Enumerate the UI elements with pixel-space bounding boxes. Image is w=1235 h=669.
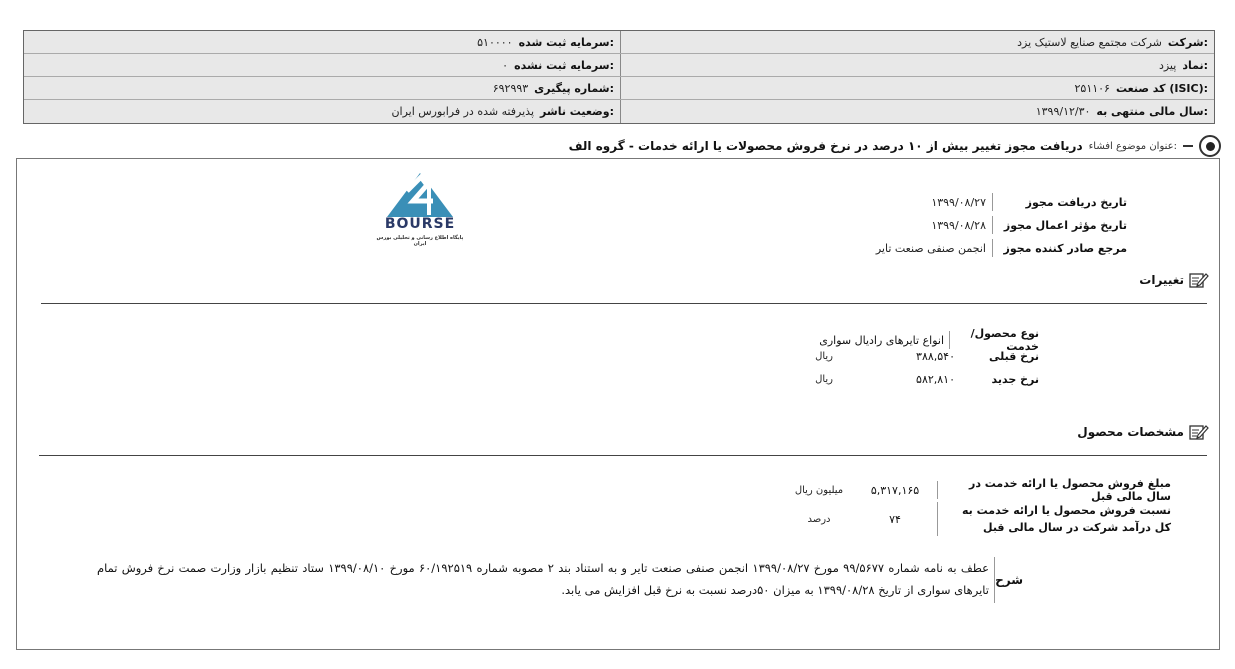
new-rate-value: ۵۸۲,۸۱۰ <box>916 373 955 386</box>
permit-issuer-value: انجمن صنفی صنعت تایر <box>875 241 986 255</box>
publisher-status-value: پذیرفته شده در فرابورس ایران <box>391 105 535 118</box>
permit-received-row <box>931 191 1127 213</box>
company-value: شرکت مجتمع صنایع لاستیک یزد <box>1017 35 1162 49</box>
new-rate-row <box>815 373 1039 386</box>
new-rate-label: نرخ جدید <box>991 373 1039 386</box>
unregistered-capital-label: سرمایه ثبت نشده: <box>514 58 614 72</box>
permit-effective-value: ۱۳۹۹/۰۸/۲۸ <box>931 218 986 232</box>
permit-issuer-label: مرجع صادر کننده مجوز <box>1003 241 1127 255</box>
title-prefix: عنوان موضوع افشاء: <box>1088 140 1177 152</box>
permit-effective-label: تاریخ مؤثر اعمال مجوز <box>1003 218 1127 232</box>
previous-rate-value: ۳۸۸,۵۴۰ <box>916 350 955 363</box>
product-type-value: انواع تایرهای رادیال سواری <box>819 333 944 347</box>
edit-icon <box>1189 423 1209 441</box>
previous-rate-row <box>815 350 1039 363</box>
changes-heading-text: تغییرات <box>1139 273 1184 287</box>
disclosure-content-frame <box>16 158 1220 650</box>
company-info-table <box>23 30 1215 124</box>
permit-received-label: تاریخ دریافت مجوز <box>1025 195 1127 209</box>
new-rate-unit: ریال <box>815 374 833 385</box>
product-spec-heading <box>1077 423 1209 441</box>
isic-label: کد صنعت (ISIC): <box>1115 81 1208 95</box>
sales-ratio-value: ۷۴ <box>889 512 901 526</box>
target-icon <box>1199 135 1221 157</box>
edit-icon <box>1189 271 1209 289</box>
sales-ratio-unit: درصد <box>807 513 831 525</box>
company-label: شرکت: <box>1167 35 1208 49</box>
prior-sales-value: ۵,۳۱۷,۱۶۵ <box>870 483 920 497</box>
symbol-label: نماد: <box>1182 58 1208 72</box>
isic-value: ۲۵۱۱۰۶ <box>1074 81 1110 95</box>
registered-capital-label: سرمایه ثبت شده: <box>518 35 614 49</box>
fiscal-year-label: سال مالی منتهی به: <box>1096 105 1208 118</box>
previous-rate-unit: ریال <box>815 351 833 362</box>
info-row-isic <box>24 77 1214 100</box>
changes-divider <box>41 303 1207 304</box>
bourse-logo <box>370 169 470 251</box>
logo-wordmark: BOURSE <box>384 216 456 232</box>
product-spec-divider <box>39 455 1207 456</box>
permit-received-value: ۱۳۹۹/۰۸/۲۷ <box>931 195 986 209</box>
publisher-status-label: وضعیت ناشر: <box>540 105 614 118</box>
disclosure-title-bar <box>569 134 1221 158</box>
registered-capital-value: ۵۱۰۰۰۰ <box>477 35 513 49</box>
logo-triangle-icon <box>385 171 455 219</box>
prior-sales-label: مبلغ فروش محصول یا ارائه خدمت در سال مالی قبل <box>968 477 1171 503</box>
info-row-symbol <box>24 54 1214 77</box>
description-label: شرح <box>995 573 1023 587</box>
fiscal-year-value: ۱۳۹۹/۱۲/۳۰ <box>1035 105 1091 118</box>
changes-heading <box>1139 271 1209 289</box>
info-row-company <box>24 31 1214 54</box>
tracking-number-value: ۶۹۲۹۹۳ <box>492 81 529 95</box>
previous-rate-label: نرخ قبلی <box>988 350 1039 363</box>
sales-ratio-row <box>780 501 1171 537</box>
product-type-label: نوع محصول/خدمت <box>970 327 1039 353</box>
prior-sales-unit: میلیون ریال <box>794 484 844 496</box>
disclosure-title: دریافت مجوز تغییر بیش از ۱۰ درصد در نرخ فروش محصولات یا ارائه خدمات - گروه الف <box>568 139 1083 153</box>
description-text: عطف به نامه شماره ۹۹/۵۶۷۷ مورخ ۱۳۹۹/۰۸/۲۷ انجمن صنفی صنعت تایر و به استناد بند ۲ مصوبه شماره ۶۰/۱۹۲۵۱۹ مورخ ۱۳۹۹/۰۸/۱۰ ستاد تنظیم بازار وزارت صمت نرخ فروش تمام تایرهای سواری از تاریخ ۱۳۹۹/۰۸/۲۸ به میزان ۵۰درصد نسبت به نرخ قبل افزایش می یابد. <box>97 561 990 597</box>
logo-subtitle: پایگاه اطلاع رسانی و تحلیلی بورس ایران <box>376 235 464 247</box>
permit-issuer-row <box>876 237 1127 259</box>
permit-effective-row <box>931 214 1127 236</box>
symbol-value: پیزد <box>1158 58 1177 72</box>
product-spec-heading-text: مشخصات محصول <box>1077 425 1184 439</box>
prior-sales-row <box>780 477 1171 503</box>
tracking-number-label: شماره پیگیری: <box>534 81 614 95</box>
sales-ratio-label: نسبت فروش محصول یا ارائه خدمت به کل درآمد شرکت در سال مالی قبل <box>962 504 1171 534</box>
info-row-fiscal-year <box>24 100 1214 123</box>
unregistered-capital-value: ۰ <box>502 58 509 72</box>
